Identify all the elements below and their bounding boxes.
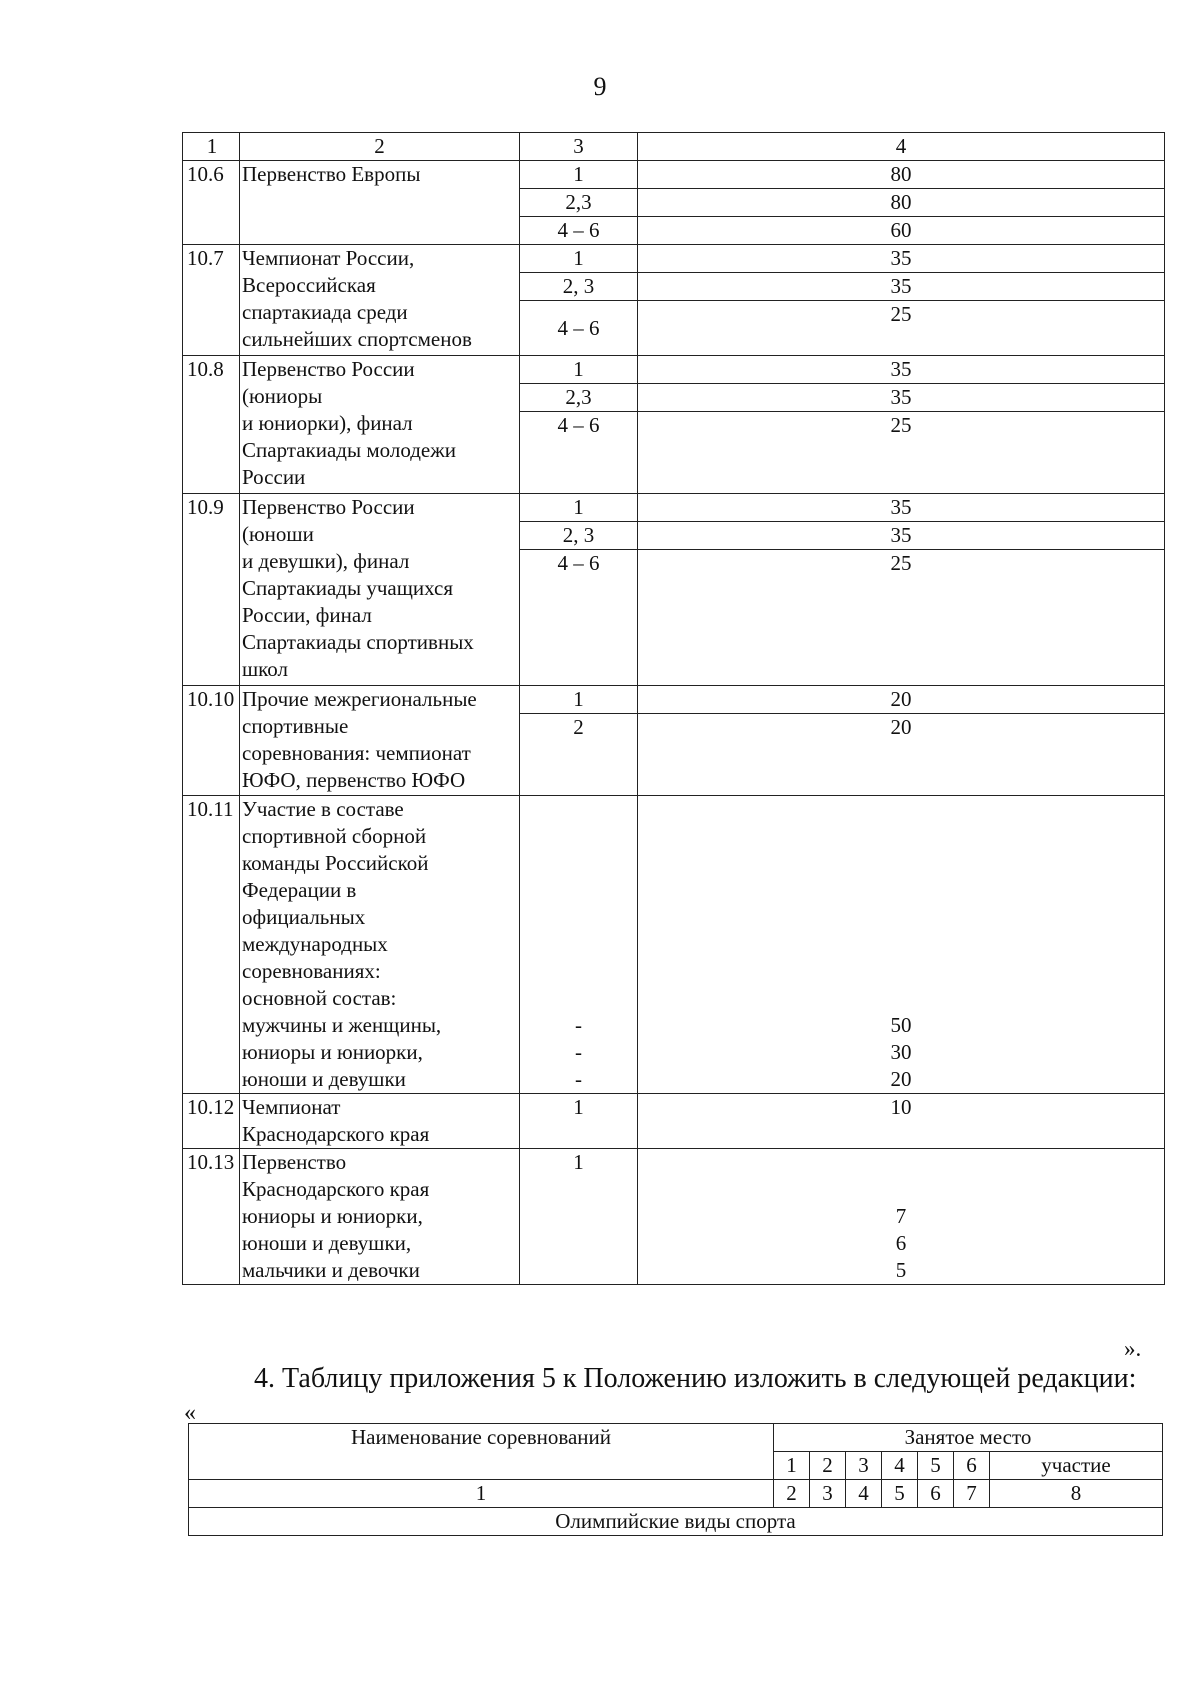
place-cell: 2,3 <box>520 189 638 217</box>
column-number: 2 <box>774 1480 810 1508</box>
points-cell <box>638 1149 1165 1285</box>
table-row <box>183 161 1165 189</box>
place-cell: 2 <box>810 1452 846 1480</box>
table-row <box>189 1480 1163 1508</box>
table-header-row <box>189 1424 1163 1452</box>
place-cell: 4 – 6 <box>520 412 638 494</box>
points-cell: 60 <box>638 217 1165 245</box>
header-cell: 2 <box>240 133 520 161</box>
place-cell: 4 – 6 <box>520 217 638 245</box>
competition-name: Участие в составе спортивной сборной команды Российской Федерации в официальных международных соревнованиях: основной состав: мужчины и женщины, юниоры и юниорки, юноши и девушки <box>240 796 520 1094</box>
table-row <box>183 686 1165 714</box>
row-number: 10.12 <box>183 1094 240 1149</box>
place-cell: 1 <box>520 245 638 273</box>
table-row <box>183 245 1165 273</box>
column-number: 5 <box>882 1480 918 1508</box>
table-row <box>183 356 1165 384</box>
place-cell: 1 <box>774 1452 810 1480</box>
points-cell: 35 <box>638 273 1165 301</box>
competition-name: Первенство России (юниоры и юниорки), финал Спартакиады молодежи России <box>240 356 520 494</box>
place-cell: 3 <box>846 1452 882 1480</box>
page-number: 9 <box>593 72 607 101</box>
column-number: 3 <box>810 1480 846 1508</box>
place-cell: 1 <box>520 161 638 189</box>
table-header-row <box>183 133 1165 161</box>
points-values: 50 30 20 <box>890 1013 912 1091</box>
section-title: Олимпийские виды спорта <box>189 1508 1163 1536</box>
points-cell <box>638 796 1165 1094</box>
points-cell: 10 <box>638 1094 1165 1149</box>
row-number: 10.9 <box>183 494 240 686</box>
row-number: 10.6 <box>183 161 240 245</box>
table-row <box>183 1094 1165 1149</box>
table-row <box>183 1149 1165 1285</box>
place-cell: 1 <box>520 686 638 714</box>
points-cell: 80 <box>638 189 1165 217</box>
place-cell: 1 <box>520 356 638 384</box>
place-cell: 1 <box>520 1149 638 1285</box>
place-cell: 2 <box>520 714 638 796</box>
points-cell: 80 <box>638 161 1165 189</box>
name-header: Наименование соревнований <box>189 1424 774 1480</box>
place-cell: 4 – 6 <box>520 301 638 356</box>
row-number: 10.11 <box>183 796 240 1094</box>
row-number: 10.10 <box>183 686 240 796</box>
points-cell: 35 <box>638 356 1165 384</box>
place-cell: 5 <box>918 1452 954 1480</box>
row-number: 10.13 <box>183 1149 240 1285</box>
points-cell: 35 <box>638 494 1165 522</box>
points-cell: 35 <box>638 384 1165 412</box>
place-cell: участие <box>990 1452 1163 1480</box>
place-cell: 1 <box>520 1094 638 1149</box>
column-number: 4 <box>846 1480 882 1508</box>
competition-name: Чемпионат России, Всероссийская спартакиада среди сильнейших спортсменов <box>240 245 520 356</box>
points-values: 7 6 5 <box>895 1204 907 1282</box>
points-cell: 25 <box>638 412 1165 494</box>
points-table <box>182 132 1165 1285</box>
column-number: 8 <box>990 1480 1163 1508</box>
closing-quote: ». <box>1124 1336 1142 1361</box>
points-cell: 25 <box>638 301 1165 356</box>
competition-name: Первенство Европы <box>240 161 520 245</box>
competition-name: Первенство Краснодарского края юниоры и юниорки, юноши и девушки, мальчики и девочки <box>240 1149 520 1285</box>
row-number: 10.8 <box>183 356 240 494</box>
amendment-paragraph: 4. Таблицу приложения 5 к Положению изложить в следующей редакции: <box>254 1363 1137 1394</box>
place-dashes: - - - <box>575 1013 582 1091</box>
points-cell: 20 <box>638 686 1165 714</box>
points-cell: 20 <box>638 714 1165 796</box>
column-number: 6 <box>918 1480 954 1508</box>
place-header: Занятое место <box>774 1424 1163 1452</box>
row-number: 10.7 <box>183 245 240 356</box>
column-number: 1 <box>189 1480 774 1508</box>
points-cell: 35 <box>638 245 1165 273</box>
place-cell <box>520 796 638 1094</box>
points-cell: 25 <box>638 550 1165 686</box>
competition-name: Чемпионат Краснодарского края <box>240 1094 520 1149</box>
header-cell: 3 <box>520 133 638 161</box>
header-cell: 4 <box>638 133 1165 161</box>
column-number: 7 <box>954 1480 990 1508</box>
place-cell: 4 <box>882 1452 918 1480</box>
competition-name: Прочие межрегиональные спортивные соревнования: чемпионат ЮФО, первенство ЮФО <box>240 686 520 796</box>
competition-name: Первенство России (юноши и девушки), финал Спартакиады учащихся России, финал Спартакиады спортивных школ <box>240 494 520 686</box>
place-cell: 6 <box>954 1452 990 1480</box>
place-cell: 2, 3 <box>520 522 638 550</box>
header-cell: 1 <box>183 133 240 161</box>
points-cell: 35 <box>638 522 1165 550</box>
appendix5-table <box>188 1423 1163 1536</box>
place-cell: 1 <box>520 494 638 522</box>
place-cell: 2,3 <box>520 384 638 412</box>
table-row <box>189 1508 1163 1536</box>
place-cell: 4 – 6 <box>520 550 638 686</box>
table-row <box>183 494 1165 522</box>
opening-quote: « <box>184 1400 196 1426</box>
table-row <box>183 796 1165 1094</box>
place-cell: 2, 3 <box>520 273 638 301</box>
